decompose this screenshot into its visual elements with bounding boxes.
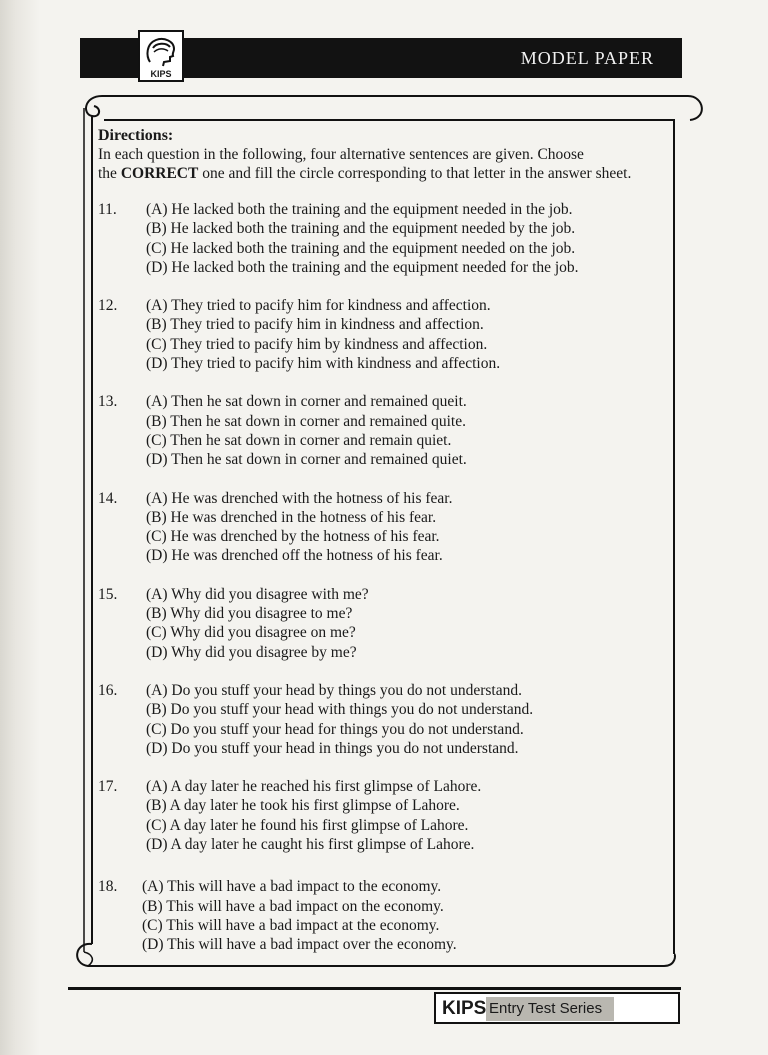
question-15 xyxy=(98,585,688,662)
option-d: (D) He was drenched off the hotness of his fear. xyxy=(146,547,443,565)
question-number: 12. xyxy=(98,297,118,315)
option-b: (B) Then he sat down in corner and remained quite. xyxy=(146,412,466,430)
option-a: (A) Then he sat down in corner and remained queit. xyxy=(146,393,467,411)
option-d: (D) A day later he caught his first glimpse of Lahore. xyxy=(146,836,475,854)
option-a: (A) He was drenched with the hotness of his fear. xyxy=(146,489,453,507)
footer-badge xyxy=(434,992,680,1024)
option-b: (B) This will have a bad impact on the economy. xyxy=(142,897,444,915)
question-number: 15. xyxy=(98,585,118,603)
option-c: (C) Then he sat down in corner and remain quiet. xyxy=(146,431,452,449)
option-c: (C) They tried to pacify him by kindness and affection. xyxy=(146,335,488,353)
option-c: (C) Why did you disagree on me? xyxy=(146,624,356,642)
question-number: 11. xyxy=(98,201,117,218)
question-number: 17. xyxy=(98,778,118,796)
option-b: (B) He was drenched in the hotness of his fear. xyxy=(146,508,437,526)
directions-title: Directions: xyxy=(98,127,174,144)
option-a: (A) Do you stuff your head by things you do not understand. xyxy=(146,681,522,699)
question-16 xyxy=(98,681,688,758)
question-18 xyxy=(98,877,688,954)
option-c: (C) He lacked both the training and the equipment needed on the job. xyxy=(146,239,576,257)
option-b: (B) A day later he took his first glimpse of Lahore. xyxy=(146,797,460,815)
option-b: (B) Do you stuff your head with things you do not understand. xyxy=(146,701,534,719)
option-a: (A) This will have a bad impact to the economy. xyxy=(142,878,442,896)
head-logo-icon xyxy=(142,34,180,68)
question-17 xyxy=(98,777,688,854)
directions-correct-emphasis: CORRECT xyxy=(120,165,199,182)
footer-divider xyxy=(68,987,681,990)
question-number: 18. xyxy=(98,878,118,896)
scan-edge xyxy=(0,0,40,1055)
question-12 xyxy=(98,296,688,373)
question-14 xyxy=(98,489,688,566)
footer-brand: KIPS xyxy=(442,998,487,1019)
question-content xyxy=(98,126,688,955)
page-title: MODEL PAPER xyxy=(520,48,654,68)
option-b: (B) He lacked both the training and the equipment needed by the job. xyxy=(146,220,576,238)
option-a: (A) A day later he reached his first glimpse of Lahore. xyxy=(146,778,482,796)
option-b: (B) Why did you disagree to me? xyxy=(146,605,353,623)
option-d: (D) This will have a bad impact over the economy. xyxy=(142,936,457,954)
question-number: 14. xyxy=(98,489,118,507)
option-a: (A) They tried to pacify him for kindness and affection. xyxy=(146,297,491,315)
option-c: (C) A day later he found his first glimpse of Lahore. xyxy=(146,816,469,834)
directions-line-2 xyxy=(98,164,688,183)
option-c: (C) He was drenched by the hotness of his fear. xyxy=(146,528,440,546)
option-d: (D) Then he sat down in corner and remained quiet. xyxy=(146,451,467,469)
question-number: 13. xyxy=(98,393,118,411)
option-a: (A) He lacked both the training and the equipment needed in the job. xyxy=(146,201,573,218)
option-b: (B) They tried to pacify him in kindness and affection. xyxy=(146,316,484,334)
question-13 xyxy=(98,392,688,469)
logo-text: KIPS xyxy=(150,69,172,79)
question-number: 16. xyxy=(98,681,118,699)
option-d: (D) Why did you disagree by me? xyxy=(146,643,357,661)
kips-logo xyxy=(138,30,184,82)
directions-line-1: In each question in the following, four alternative sentences are given. Choose xyxy=(98,146,584,163)
option-a: (A) Why did you disagree with me? xyxy=(146,585,369,603)
question-11 xyxy=(98,200,688,277)
option-d: (D) They tried to pacify him with kindness and affection. xyxy=(146,355,501,373)
option-c: (C) Do you stuff your head for things you do not understand. xyxy=(146,720,524,738)
option-d: (D) He lacked both the training and the equipment needed for the job. xyxy=(146,258,579,276)
option-c: (C) This will have a bad impact at the economy. xyxy=(142,916,440,934)
footer-series: Entry Test Series xyxy=(486,997,614,1021)
directions-line-2-pre: the xyxy=(98,165,121,182)
directions-line-2-post: one and fill the circle corresponding to that letter in the answer sheet. xyxy=(198,165,632,182)
option-d: (D) Do you stuff your head in things you do not understand. xyxy=(146,739,519,757)
